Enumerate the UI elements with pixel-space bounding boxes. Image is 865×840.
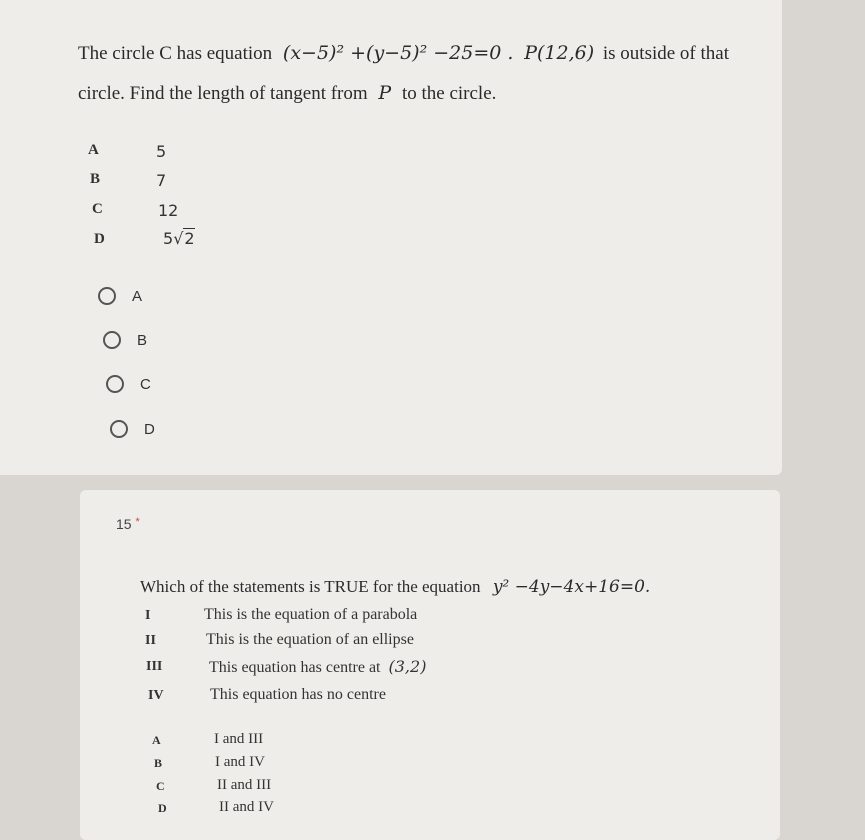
- required-asterisk: *: [135, 516, 140, 528]
- statement-numeral-ii: II: [145, 633, 156, 648]
- statement-text-ii: This is the equation of an ellipse: [206, 631, 414, 648]
- question-14-equation: (x−5)² +(y−5)² −25=0 .: [282, 42, 514, 64]
- q14-option-d-coefficient: 5: [163, 229, 174, 248]
- radio-button[interactable]: [110, 420, 128, 438]
- radio-button[interactable]: [103, 331, 121, 349]
- q15-option-letter-b: B: [154, 756, 163, 770]
- q14-option-value-b: 7: [156, 171, 167, 190]
- q15-option-value-a: I and III: [214, 731, 264, 747]
- q15-option-letter-a: A: [152, 733, 161, 747]
- question-14-point: P(12,6): [524, 42, 595, 64]
- radio-button[interactable]: [98, 287, 116, 305]
- radio-button[interactable]: [106, 375, 124, 393]
- q14-radio-option-c[interactable]: [106, 375, 151, 393]
- statement-text-iv: This equation has no centre: [210, 686, 386, 703]
- question-15-text: Which of the statements is TRUE for the equation: [140, 577, 481, 596]
- statement-text-iii-label: This equation has centre at: [209, 659, 381, 676]
- q14-radio-label-c: C: [140, 375, 151, 393]
- statement-numeral-iii: III: [146, 659, 163, 674]
- q14-option-letter-b: B: [90, 171, 101, 187]
- question-14-line2-var: P: [378, 82, 392, 104]
- q15-option-value-d: II and IV: [219, 799, 274, 815]
- question-15-text-line: [140, 576, 650, 598]
- question-14-line2-end: to the circle.: [401, 83, 497, 104]
- q14-option-value-d: [163, 229, 195, 248]
- q14-radio-option-d[interactable]: [110, 420, 155, 438]
- q14-option-letter-c: C: [92, 201, 103, 217]
- q14-option-letter-a: A: [88, 142, 99, 158]
- q15-option-value-c: II and III: [217, 777, 272, 793]
- q15-option-value-b: I and IV: [215, 754, 265, 770]
- q15-option-letter-d: D: [158, 801, 167, 815]
- question-15-equation: y² −4y−4x+16=0.: [492, 577, 651, 597]
- q15-option-letter-c: C: [156, 779, 165, 793]
- statement-text-i: This is the equation of a parabola: [204, 606, 418, 623]
- question-14-text-part2: is outside of that: [602, 43, 730, 64]
- question-14-line-1: [78, 42, 729, 65]
- statement-numeral-i: I: [145, 608, 151, 623]
- question-14-text-part1: The circle C has equation: [78, 43, 273, 64]
- q14-radio-label-d: D: [144, 420, 155, 438]
- question-14-line2-text: circle. Find the length of tangent from: [78, 83, 368, 104]
- q14-radio-option-b[interactable]: [103, 331, 147, 349]
- statement-text-iii: [209, 657, 426, 677]
- q14-option-value-a: 5: [156, 142, 167, 161]
- q14-radio-label-b: B: [137, 331, 148, 349]
- q14-option-letter-d: D: [94, 231, 105, 247]
- sqrt-symbol-icon: √: [173, 229, 184, 248]
- question-number: 15: [116, 516, 132, 532]
- question-15-card: [80, 490, 780, 840]
- statement-iii-centre-value: (3,2): [388, 657, 427, 676]
- question-15-number: [116, 516, 140, 532]
- question-14-line-2: [78, 82, 496, 105]
- statement-numeral-iv: IV: [148, 688, 164, 703]
- q14-option-d-radicand: 2: [184, 229, 195, 248]
- q14-radio-option-a[interactable]: [98, 287, 142, 305]
- q14-radio-label-a: A: [132, 287, 143, 305]
- q14-option-value-c: 12: [158, 201, 179, 220]
